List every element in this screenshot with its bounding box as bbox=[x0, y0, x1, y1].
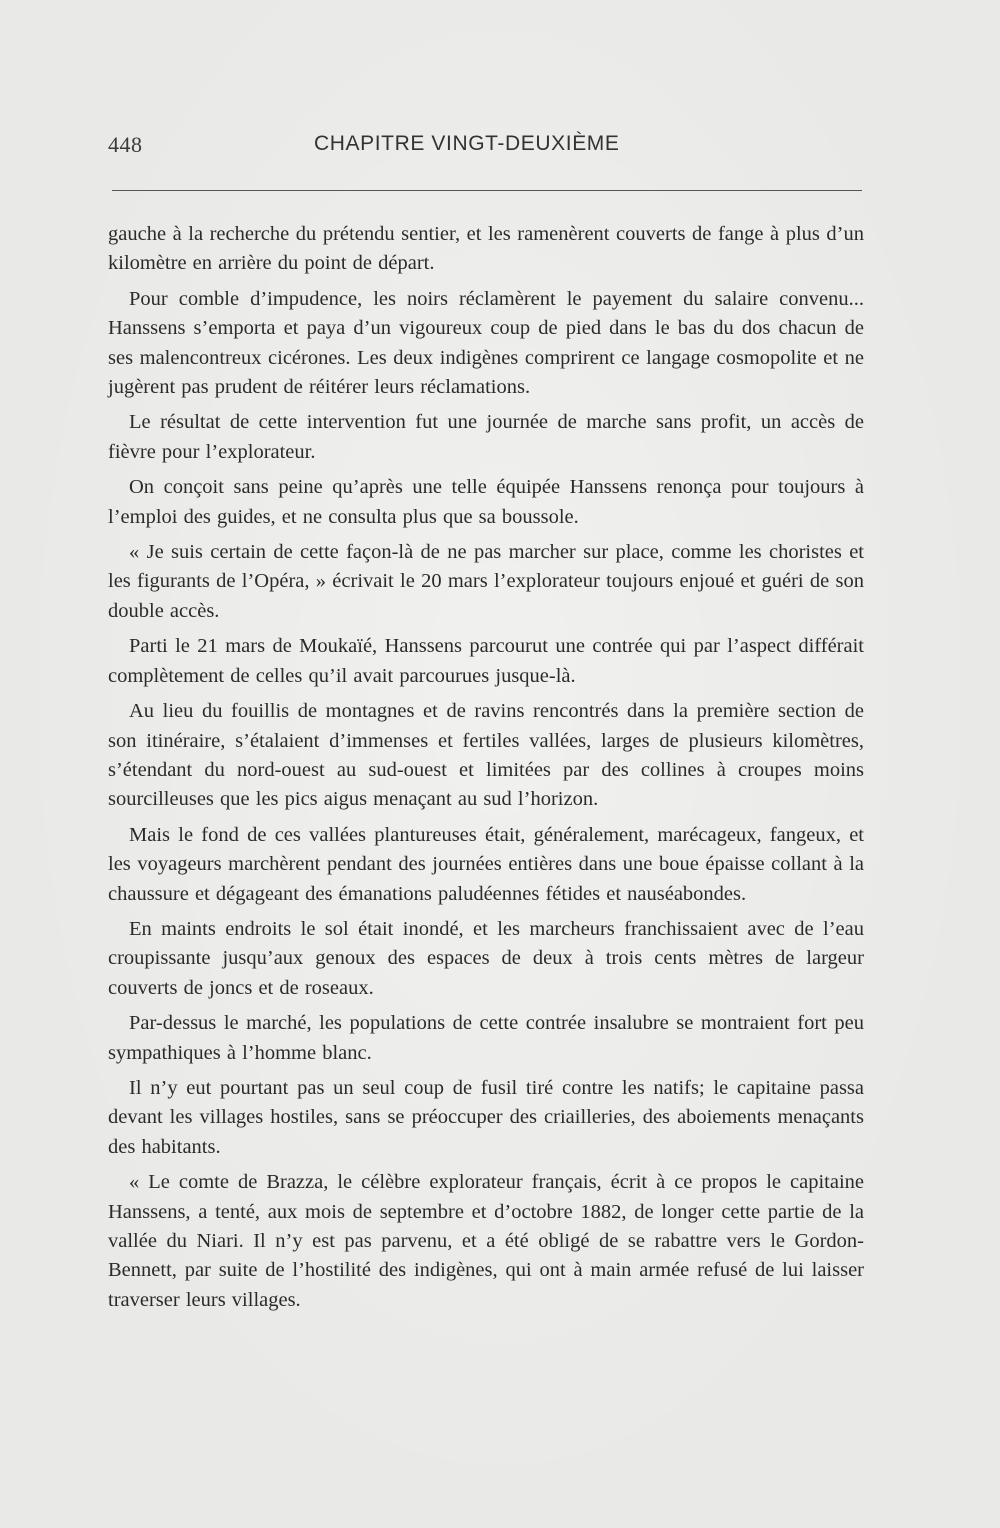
paragraph: Il n’y eut pourtant pas un seul coup de fusil tiré contre les natifs; le capitaine passa devant les villages hostiles, sans se préoccuper des criailleries, des aboiements menaçants des habitants. bbox=[108, 1076, 864, 1158]
paragraph: gauche à la recherche du prétendu sentier, et les ramenèrent couverts de fange à plus d’un kilomètre en arrière du point de départ. bbox=[108, 223, 864, 275]
body-text bbox=[108, 220, 864, 1321]
paragraph: Mais le fond de ces vallées plantureuses était, généralement, marécageux, fangeux, et les voyageurs marchèrent pendant des journées entières dans une boue épaisse collant à la chaussure et dégageant des émanations paludéennes fétides et nauséabondes. bbox=[108, 823, 864, 905]
page-number: 448 bbox=[108, 132, 143, 157]
paragraph: On conçoit sans peine qu’après une telle équipée Hanssens renonça pour toujours à l’emploi des guides, et ne consulta plus que sa boussole. bbox=[108, 476, 864, 528]
header-rule bbox=[112, 190, 862, 191]
paragraph: Par-dessus le marché, les populations de cette contrée insalubre se montraient fort peu sympathiques à l’homme blanc. bbox=[108, 1012, 864, 1064]
paragraph: « Je suis certain de cette façon-là de ne pas marcher sur place, comme les choristes et les figurants de l’Opéra, » écrivait le 20 mars l’explorateur toujours enjoué et guéri de son double accès. bbox=[108, 541, 864, 622]
paragraph: Le résultat de cette intervention fut une journée de marche sans profit, un accès de fièvre pour l’explorateur. bbox=[108, 411, 864, 463]
paragraph: En maints endroits le sol était inondé, et les marcheurs franchissaient avec de l’eau croupissante jusqu’aux genoux des espaces de deux à trois cents mètres de largeur couverts de joncs et de roseaux. bbox=[108, 917, 864, 999]
paragraph: Pour comble d’impudence, les noirs réclamèrent le payement du salaire convenu... Hanssens s’emporta et paya d’un vigoureux coup de pied dans le bas du dos chacun de ses malencontreux cicérones. Les deux indigènes comprirent ce langage cosmopolite et ne jugèrent pas prudent de réitérer leurs réclamations. bbox=[108, 287, 864, 399]
running-head: CHAPITRE VINGT-DEUXIÈME bbox=[314, 132, 620, 155]
page-header bbox=[108, 132, 862, 164]
paragraph: Parti le 21 mars de Moukaïé, Hanssens parcourut une contrée qui par l’aspect différait complètement de celles qu’il avait parcourues jusque-là. bbox=[108, 635, 864, 687]
paragraph: « Le comte de Brazza, le célèbre explorateur français, écrit à ce propos le capitaine Hanssens, a tenté, aux mois de septembre et d’octobre 1882, de longer cette partie de la vallée du Niari. Il n’y est pas parvenu, et a été obligé de se rabattre vers le Gordon-Bennett, par suite de l’hostilité des indigènes, qui ont à main armée refusé de lui laisser traverser leurs villages. bbox=[108, 1171, 864, 1311]
paragraph: Au lieu du fouillis de montagnes et de ravins rencontrés dans la première section de son itinéraire, s’étalaient d’immenses et fertiles vallées, larges de plusieurs kilomètres, s’étendant du nord-ouest au sud-ouest et limitées par des collines à croupes moins sourcilleuses que les pics aigus menaçant au sud l’horizon. bbox=[108, 700, 864, 811]
